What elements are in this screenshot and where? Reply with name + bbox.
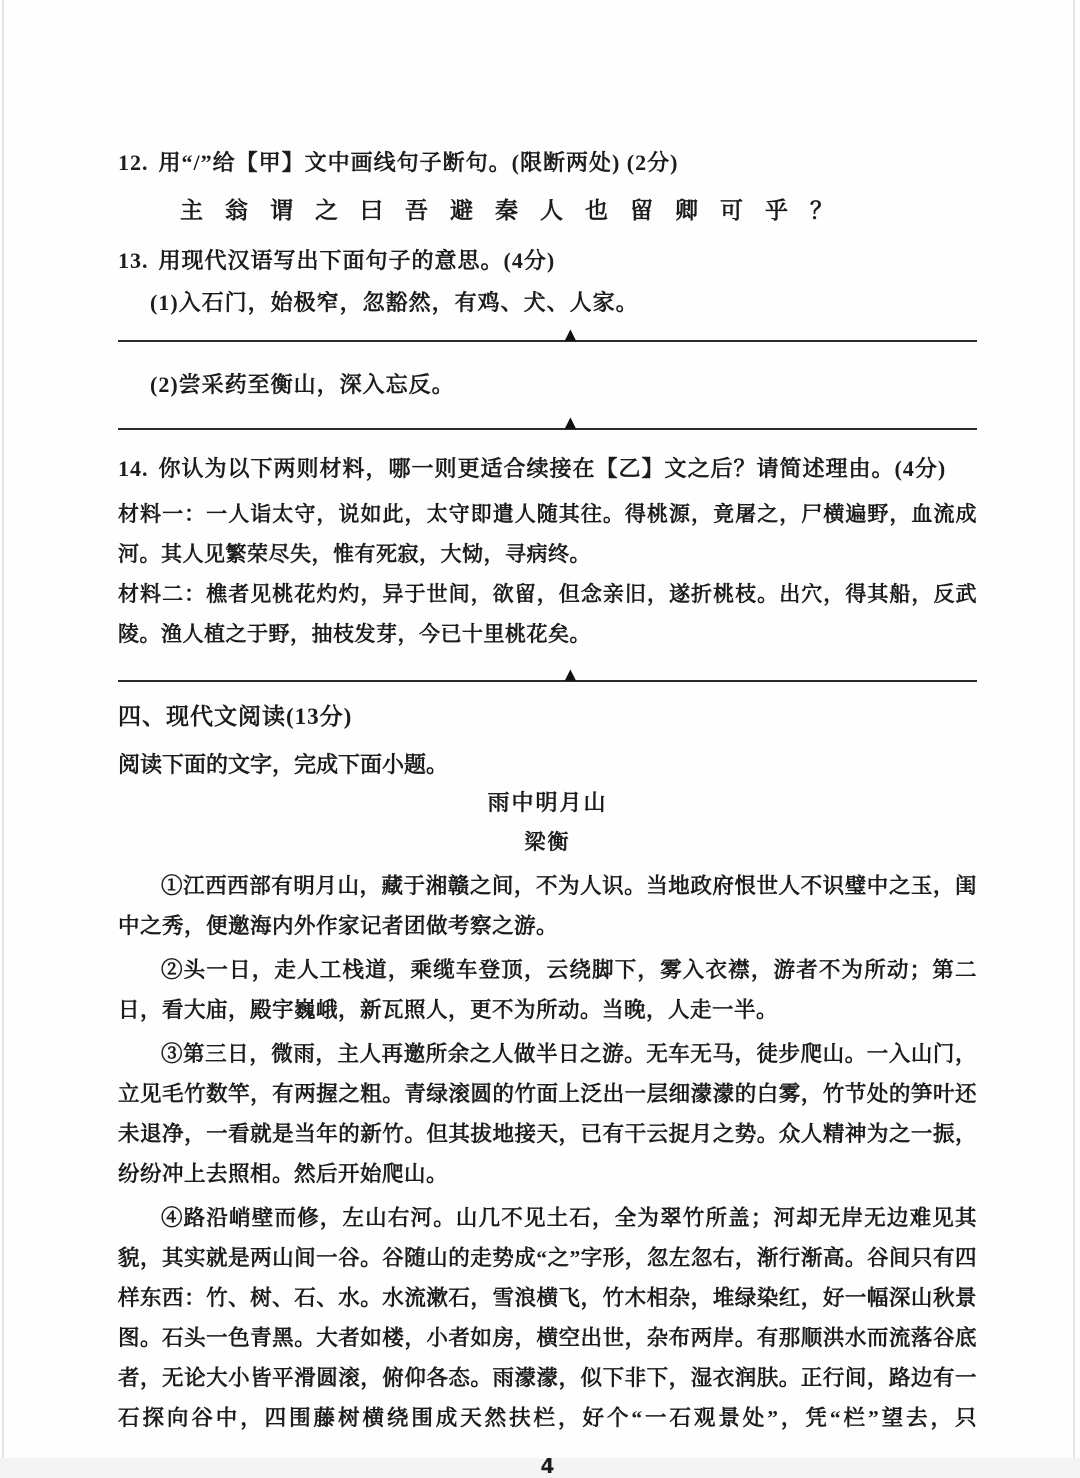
answer-triangle-icon: ▲: [564, 325, 577, 343]
answer-line-2: [118, 406, 977, 430]
question-12-text: 用“/”给【甲】文中画线句子断句。(限断两处) (2分): [158, 150, 679, 175]
answer-line-3: [118, 658, 977, 682]
question-12: [118, 150, 977, 176]
question-12-sentence: 主翁谓之曰吾避秦人也留卿可乎？: [180, 198, 855, 223]
material-1-label: 材料一：: [118, 502, 207, 526]
material-2-label: 材料二：: [118, 582, 207, 606]
section-heading: 四、现代文阅读(13分): [118, 704, 353, 729]
material-2: [118, 574, 977, 654]
page-number: 4: [540, 1454, 555, 1478]
answer-line-1: [118, 318, 977, 342]
question-13-item-1-text: 入石门，始极窄，忽豁然，有鸡、犬、人家。: [178, 290, 639, 315]
material-2-text: 樵者见桃花灼灼，异于世间，欲留，但念亲旧，遂折桃枝。出穴，得其船，反武陵。渔人植之于野，抽枝发芽，今已十里桃花矣。: [118, 582, 978, 646]
question-14-number: 14.: [118, 456, 149, 481]
question-13-text: 用现代汉语写出下面句子的意思。(4分): [158, 248, 556, 273]
essay-paragraph-2: ②头一日，走人工栈道，乘缆车登顶，云绕脚下，雾入衣襟，游者不为所动；第二日，看大庙，殿宇巍峨，新瓦照人，更不为所动。当晚，人走一半。: [118, 958, 977, 1022]
essay-author: 梁衡: [524, 830, 571, 854]
material-1: [118, 494, 977, 574]
question-14: [118, 456, 977, 482]
answer-triangle-icon: ▲: [564, 413, 577, 431]
question-13-item-2-label: (2): [150, 372, 179, 397]
question-12-number: 12.: [118, 150, 149, 175]
essay-paragraph-3: ③第三日，微雨，主人再邀所余之人做半日之游。无车无马，徒步爬山。一入山门，立见毛竹数竿，有两握之粗。青绿滚圆的竹面上泛出一层细濛濛的白雾，竹节处的笋叶还未退净，一看就是当年的新竹。但其拔地接天，已有干云捉月之势。众人精神为之一振，纷纷冲上去照相。然后开始爬山。: [118, 1042, 977, 1186]
reading-instruction: 阅读下面的文字，完成下面小题。: [118, 752, 449, 777]
question-14-text: 你认为以下两则材料，哪一则更适合续接在【乙】文之后？请简述理由。(4分): [158, 456, 947, 481]
question-13: [118, 248, 977, 274]
question-13-item-1: [150, 290, 977, 316]
question-13-item-2: [150, 372, 977, 398]
material-1-text: 一人诣太守，说如此，太守即遣人随其往。得桃源，竟屠之，尸横遍野，血流成河。其人见繁荣尽失，惟有死寂，大恸，寻病终。: [118, 502, 978, 566]
essay-title: 雨中明月山: [487, 790, 608, 815]
essay-paragraph-4: ④路沿峭壁而修，左山右河。山几不见土石，全为翠竹所盖；河却无岸无边难见其貌，其实就是两山间一谷。谷随山的走势成“之”字形，忽左忽右，渐行渐高。谷间只有四样东西：竹、树、石、水。水流漱石，雪浪横飞，竹木相杂，堆绿染红，好一幅深山秋景图。石头一色青黑。大者如楼，小者如房，横空出世，杂布两岸。有那顺洪水而流落谷底者，无论大小皆平滑圆滚，俯仰各态。雨濛濛，似下非下，湿衣润肤。正行间，路边有一石探向谷中，四围藤树横绕围成天然扶栏，好个“一石观景处”，凭“栏”望去，只: [118, 1206, 977, 1430]
question-13-item-1-label: (1): [150, 290, 179, 315]
question-13-item-2-text: 尝采药至衡山，深入忘反。: [178, 372, 455, 397]
essay-paragraph-1: ①江西西部有明月山，藏于湘赣之间，不为人识。当地政府恨世人不识璧中之玉，闺中之秀，便邀海内外作家记者团做考察之游。: [118, 874, 977, 938]
question-13-number: 13.: [118, 248, 149, 273]
answer-triangle-icon: ▲: [564, 665, 577, 683]
